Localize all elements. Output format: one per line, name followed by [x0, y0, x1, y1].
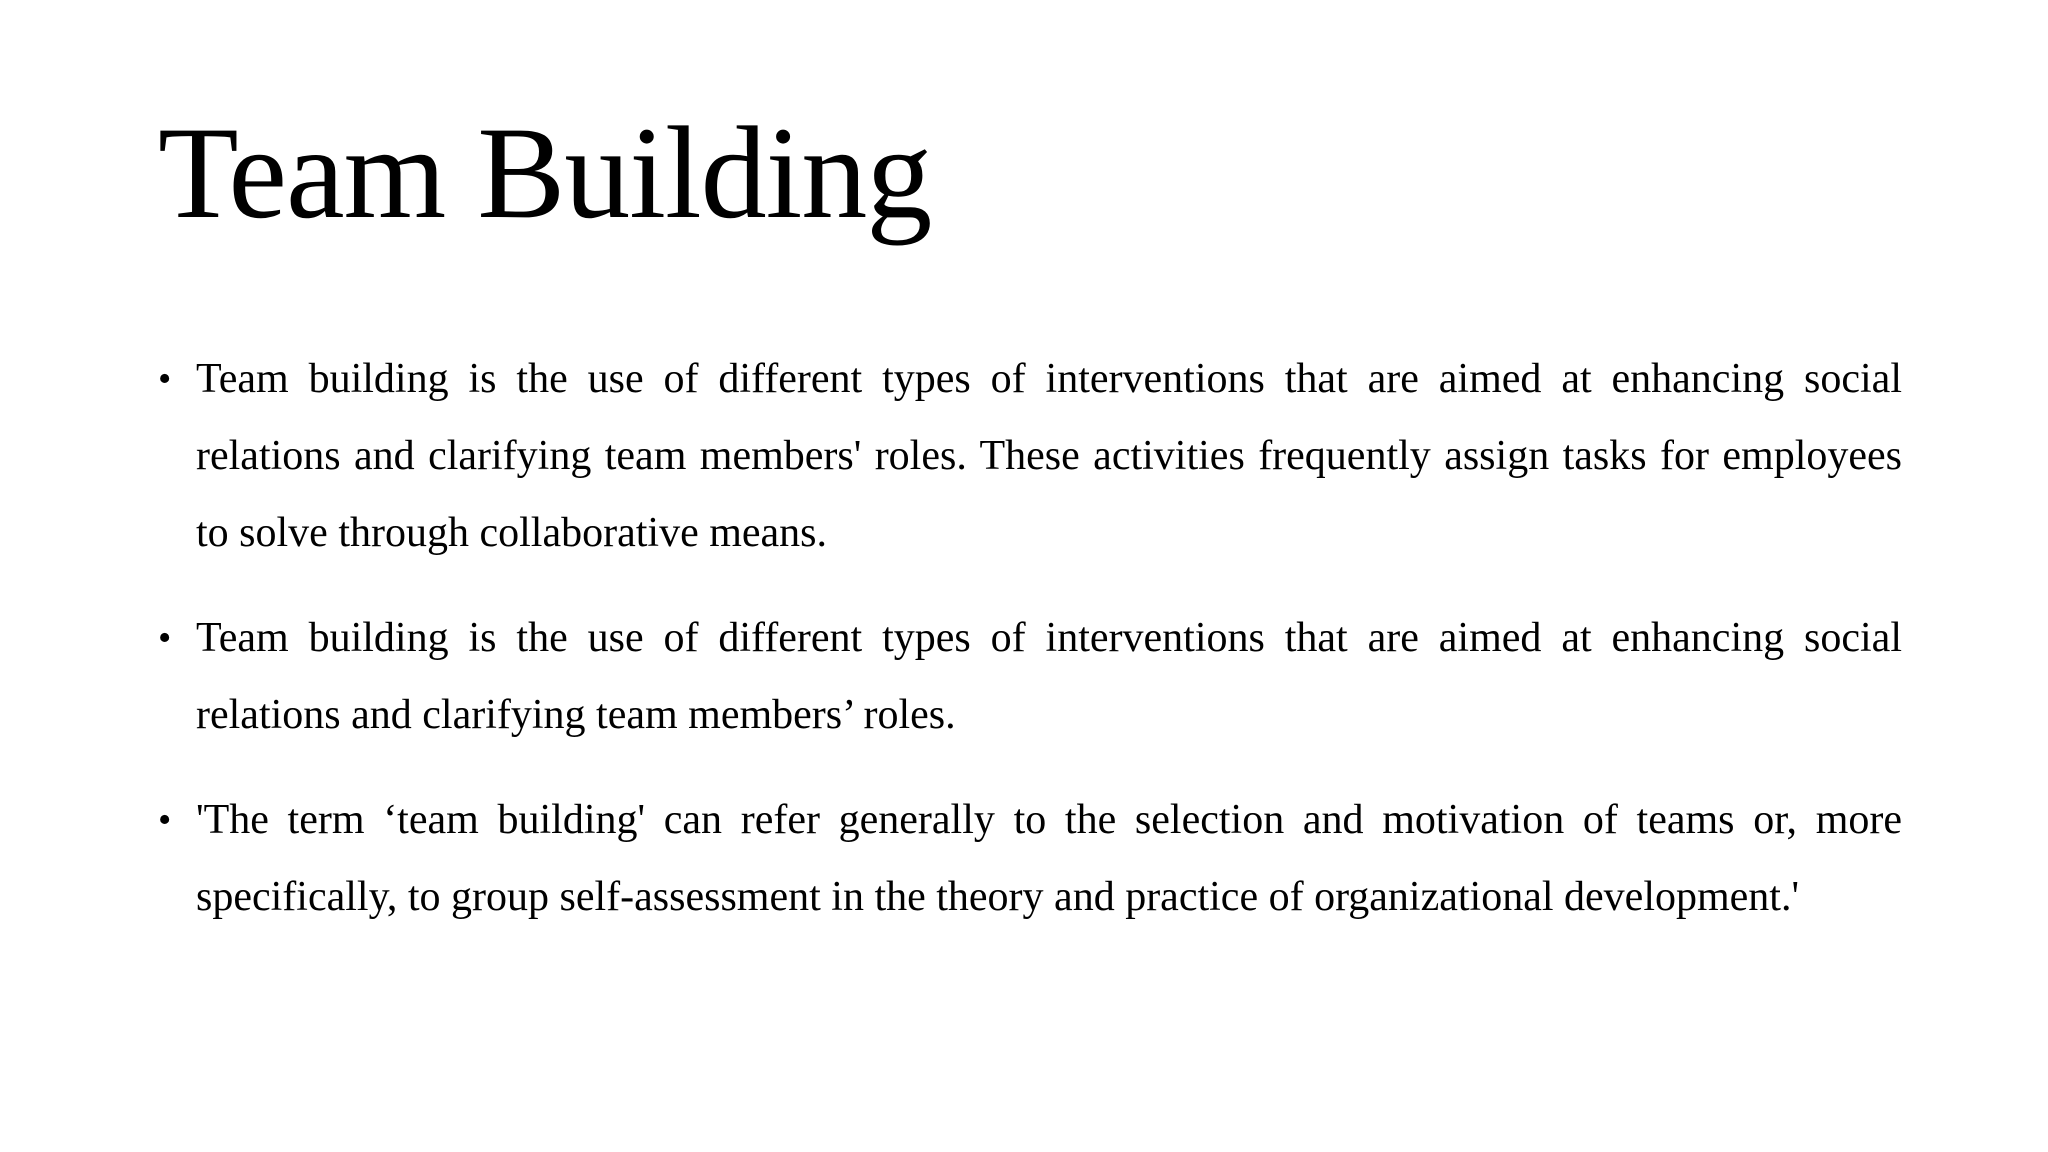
- bullet-item: [158, 782, 1902, 936]
- bullet-text: Team building is the use of different types of interventions that are aimed at enhancing social relations and clarifying team members’ roles.: [196, 615, 1902, 738]
- bullet-text: Team building is the use of different types of interventions that are aimed at enhancing social relations and clarifying team members' roles. These activities frequently assign tasks for employees to solve through collaborative means.: [196, 356, 1902, 556]
- bullet-text: 'The term ‘team building' can refer generally to the selection and motivation of teams or, more specifically, to group self-assessment in the theory and practice of organizational development.': [196, 797, 1902, 920]
- bullet-marker-icon: •: [158, 799, 172, 841]
- slide-title: Team Building: [158, 99, 932, 246]
- bullet-marker-icon: •: [158, 358, 172, 400]
- bullet-item: [158, 600, 1902, 754]
- bullet-list: [158, 341, 1902, 964]
- bullet-item: [158, 341, 1902, 572]
- bullet-marker-icon: •: [158, 617, 172, 659]
